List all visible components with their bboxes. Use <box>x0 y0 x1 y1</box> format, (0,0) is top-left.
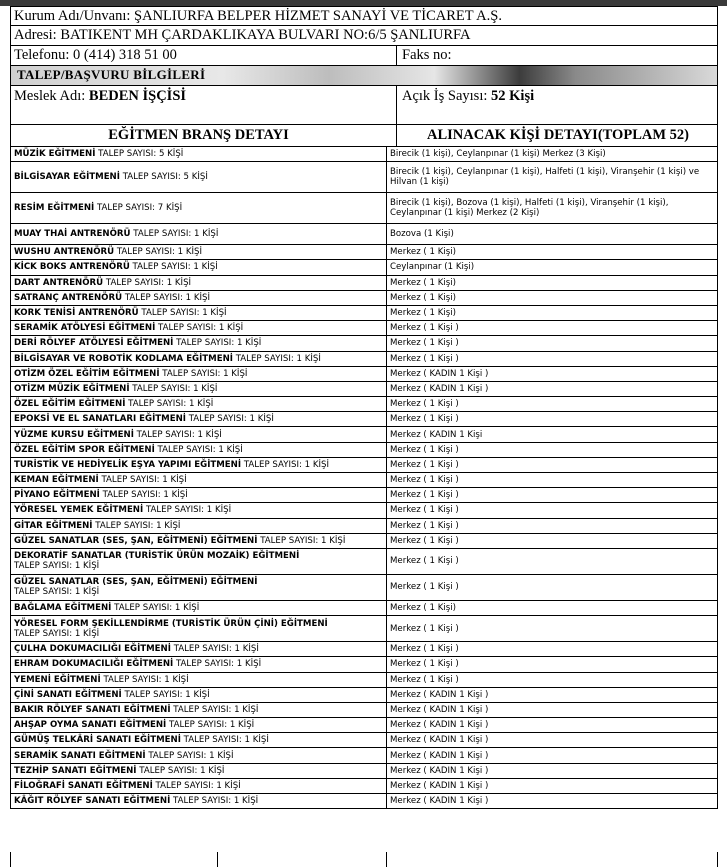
talep-count: TALEP SAYISI: 1 KİŞİ <box>176 338 262 349</box>
table-row <box>11 672 718 687</box>
telefon-label: Telefonu: <box>14 47 70 63</box>
talep-count: TALEP SAYISI: 1 KİŞİ <box>95 520 181 531</box>
talep-count: TALEP SAYISI: 1 KİŞİ <box>148 750 234 761</box>
branch-cell <box>11 305 387 320</box>
branch-cell <box>11 672 387 687</box>
table-row <box>11 518 718 533</box>
table-row <box>11 778 718 793</box>
branch-name: YÖRESEL YEMEK EĞİTMENİ <box>14 505 144 516</box>
detail-cell: Merkez ( 1 Kişi ) <box>387 548 718 574</box>
col-right-header: ALINACAK KİŞİ DETAYI(TOPLAM 52) <box>396 124 719 146</box>
branch-cell <box>11 518 387 533</box>
branch-cell <box>11 503 387 518</box>
meslek-row <box>10 85 718 125</box>
talep-count: TALEP SAYISI: 1 KİŞİ <box>114 603 200 614</box>
table-row <box>11 260 718 275</box>
branch-name: EPOKSİ VE EL SANATLARI EĞİTMENİ <box>14 414 186 425</box>
branch-cell <box>11 162 387 193</box>
talep-count: TALEP SAYISI: 5 KİŞİ <box>122 172 208 183</box>
branch-cell <box>11 245 387 260</box>
branch-name: EHRAM DOKUMACILIĞI EĞİTMENİ <box>14 659 174 670</box>
talep-count: TALEP SAYISI: 1 KİŞİ <box>14 587 100 598</box>
branch-name: RESİM EĞİTMENİ <box>14 203 95 214</box>
talep-count: TALEP SAYISI: 1 KİŞİ <box>14 628 100 639</box>
detail-cell: Merkez ( 1 Kişi ) <box>387 473 718 488</box>
table-row <box>11 366 718 381</box>
branch-name: ÖZEL EĞİTİM EĞİTMENİ <box>14 399 126 410</box>
branch-name: GÜMÜŞ TELKÂRİ SANATI EĞİTMENİ <box>14 735 181 746</box>
detail-cell: Ceylanpınar (1 Kişi) <box>387 260 718 275</box>
talep-count: TALEP SAYISI: 1 KİŞİ <box>14 561 100 572</box>
detail-cell: Birecik (1 kişi), Ceylanpınar (1 kişi), Halfeti (1 kişi), Viranşehir (1 kişi) ve Hilvan (1 kişi) <box>387 162 718 193</box>
branch-cell <box>11 473 387 488</box>
talep-count: TALEP SAYISI: 1 KİŞİ <box>124 292 211 303</box>
table-row <box>11 702 718 717</box>
branch-cell <box>11 193 387 224</box>
talep-count: TALEP SAYISI: 1 KİŞİ <box>139 765 225 776</box>
table-row <box>11 473 718 488</box>
branch-name: ÇİNİ SANATI EĞİTMENİ <box>14 689 122 700</box>
branch-cell <box>11 763 387 778</box>
branch-cell <box>11 687 387 702</box>
table-row <box>11 442 718 457</box>
branch-cell <box>11 657 387 672</box>
adres-row <box>10 26 718 46</box>
branch-name: TEZHİP SANATI EĞİTMENİ <box>14 765 137 776</box>
table-row <box>11 548 718 574</box>
talep-count: TALEP SAYISI: 1 KİŞİ <box>105 277 192 288</box>
branch-name: KEMAN EĞİTMENİ <box>14 475 99 486</box>
branch-name: YÜZME KURSU EĞİTMENİ <box>14 429 134 440</box>
meslek-cell <box>14 88 186 105</box>
talep-count: TALEP SAYISI: 1 KİŞİ <box>169 720 255 731</box>
detail-cell: Merkez ( 1 Kişi ) <box>387 321 718 336</box>
table-row <box>11 412 718 427</box>
table-row <box>11 687 718 702</box>
detail-cell: Merkez ( 1 Kişi ) <box>387 351 718 366</box>
talep-count: TALEP SAYISI: 1 KİŞİ <box>157 444 243 455</box>
acik-value: 52 Kişi <box>491 88 535 104</box>
branch-name: KORK TENİSİ ANTRENÖRÜ <box>14 308 139 319</box>
branch-cell <box>11 457 387 472</box>
table-row <box>11 763 718 778</box>
detail-cell: Birecik (1 kişi), Ceylanpınar (1 kişi) Merkez (3 Kişi) <box>387 147 718 162</box>
branch-name: GİTAR EĞİTMENİ <box>14 520 93 531</box>
branch-cell <box>11 733 387 748</box>
branch-cell <box>11 748 387 763</box>
detail-cell: Merkez ( 1 Kişi ) <box>387 442 718 457</box>
branch-cell <box>11 321 387 336</box>
talep-count: TALEP SAYISI: 1 KİŞİ <box>162 368 248 379</box>
detail-cell: Merkez ( 1 Kişi ) <box>387 533 718 548</box>
table-bottom-extension <box>10 852 718 867</box>
acik-label: Açık İş Sayısı: <box>402 88 488 104</box>
table-row <box>11 275 718 290</box>
branch-cell <box>11 616 387 642</box>
table-row <box>11 600 718 615</box>
talep-count: TALEP SAYISI: 1 KİŞİ <box>116 247 203 258</box>
table-row <box>11 488 718 503</box>
section-title: TALEP/BAŞVURU BİLGİLERİ <box>17 67 206 82</box>
table-row <box>11 245 718 260</box>
branch-name: BAĞLAMA EĞİTMENİ <box>14 603 112 614</box>
branch-name: OTİZM MÜZİK EĞİTMENİ <box>14 383 130 394</box>
branch-cell <box>11 336 387 351</box>
detail-cell: Merkez ( 1 Kişi ) <box>387 642 718 657</box>
branch-cell <box>11 427 387 442</box>
detail-cell: Birecik (1 kişi), Bozova (1 kişi), Halfeti (1 kişi), Viranşehir (1 kişi), Ceylanpınar (1 kişi) Merkez (2 Kişi) <box>387 193 718 224</box>
table-row <box>11 794 718 809</box>
branch-name: KÂĞIT RÖLYEF SANATI EĞİTMENİ <box>14 796 171 807</box>
detail-cell: Merkez ( KADIN 1 Kişi ) <box>387 778 718 793</box>
talep-count: TALEP SAYISI: 1 KİŞİ <box>173 796 259 807</box>
talep-count: TALEP SAYISI: 1 KİŞİ <box>141 308 227 319</box>
table-row <box>11 718 718 733</box>
talep-count: TALEP SAYISI: 1 KİŞİ <box>136 429 222 440</box>
branch-cell <box>11 381 387 396</box>
branch-name: BİLGİSAYAR EĞİTMENİ <box>14 172 120 183</box>
table-row <box>11 657 718 672</box>
talep-count: TALEP SAYISI: 1 KİŞİ <box>183 735 269 746</box>
talep-count: TALEP SAYISI: 1 KİŞİ <box>155 780 241 791</box>
talep-count: TALEP SAYISI: 1 KİŞİ <box>133 229 219 240</box>
branch-cell <box>11 600 387 615</box>
talep-count: TALEP SAYISI: 1 KİŞİ <box>124 689 210 700</box>
talep-count: TALEP SAYISI: 1 KİŞİ <box>175 659 262 670</box>
branch-cell <box>11 778 387 793</box>
detail-cell: Merkez ( 1 Kişi) <box>387 275 718 290</box>
table-row <box>11 642 718 657</box>
branch-cell <box>11 718 387 733</box>
table-row <box>11 381 718 396</box>
section-title-bar <box>10 66 718 86</box>
detail-cell: Merkez ( 1 Kişi ) <box>387 574 718 600</box>
branch-cell <box>11 442 387 457</box>
branch-name: DERİ RÖLYEF ATÖLYESİ EĞİTMENİ <box>14 338 174 349</box>
detail-cell: Merkez ( 1 Kişi ) <box>387 518 718 533</box>
table-row <box>11 574 718 600</box>
detail-cell: Merkez ( 1 Kişi ) <box>387 457 718 472</box>
branch-name: WUSHU ANTRENÖRÜ <box>14 247 115 258</box>
talep-count: TALEP SAYISI: 1 KİŞİ <box>128 399 214 410</box>
branch-name: BİLGİSAYAR VE ROBOTİK KODLAMA EĞİTMENİ <box>14 353 233 364</box>
branch-name: ÇULHA DOKUMACILIĞI EĞİTMENİ <box>14 644 171 655</box>
branch-cell <box>11 488 387 503</box>
table-row <box>11 503 718 518</box>
acik-cell <box>396 85 534 124</box>
table-row <box>11 162 718 193</box>
detail-cell: Merkez ( KADIN 1 Kişi ) <box>387 718 718 733</box>
detail-cell: Merkez ( 1 Kişi ) <box>387 336 718 351</box>
branch-cell <box>11 642 387 657</box>
branch-cell <box>11 147 387 162</box>
branch-cell <box>11 397 387 412</box>
talep-count: TALEP SAYISI: 1 KİŞİ <box>132 262 218 273</box>
faks-label: Faks no: <box>396 46 452 65</box>
talep-count: TALEP SAYISI: 1 KİŞİ <box>103 674 189 685</box>
branch-name: TURİSTİK VE HEDİYELİK EŞYA YAPIMI EĞİTMENİ <box>14 459 242 470</box>
column-headers <box>10 124 718 146</box>
col-left-header: EĞİTMEN BRANŞ DETAYI <box>108 127 289 143</box>
branch-cell <box>11 794 387 809</box>
branch-cell <box>11 366 387 381</box>
detail-cell: Merkez ( 1 Kişi ) <box>387 412 718 427</box>
table-row <box>11 733 718 748</box>
talep-count: TALEP SAYISI: 1 KİŞİ <box>235 353 321 364</box>
talep-count: TALEP SAYISI: 1 KİŞİ <box>145 505 232 516</box>
branch-name: GÜZEL SANATLAR (SES, ŞAN, EĞİTMENİ) EĞİTMENİ <box>14 535 258 546</box>
detail-cell: Merkez ( 1 Kişi) <box>387 290 718 305</box>
meslek-value: BEDEN İŞÇİSİ <box>88 88 187 104</box>
branch-name: YEMENİ EĞİTMENİ <box>14 674 101 685</box>
detail-cell: Bozova (1 Kişi) <box>387 224 718 245</box>
table-row <box>11 457 718 472</box>
branch-name: SATRANÇ ANTRENÖRÜ <box>14 292 123 303</box>
detail-cell: Merkez ( KADIN 1 Kişi ) <box>387 763 718 778</box>
branch-cell <box>11 412 387 427</box>
detail-cell: Merkez ( 1 Kişi) <box>387 305 718 320</box>
talep-count: TALEP SAYISI: 7 KİŞİ <box>96 203 183 214</box>
detail-cell: Merkez ( 1 Kişi ) <box>387 657 718 672</box>
table-row <box>11 224 718 245</box>
talep-count: TALEP SAYISI: 5 KİŞİ <box>98 149 184 160</box>
detail-cell: Merkez ( KADIN 1 Kişi ) <box>387 381 718 396</box>
detail-cell: Merkez ( KADIN 1 Kişi <box>387 427 718 442</box>
detail-cell: Merkez ( 1 Kişi ) <box>387 672 718 687</box>
detail-cell: Merkez ( 1 Kişi ) <box>387 488 718 503</box>
table-row <box>11 748 718 763</box>
branch-name: AHŞAP OYMA SANATI EĞİTMENİ <box>14 720 167 731</box>
detail-cell: Merkez ( KADIN 1 Kişi ) <box>387 687 718 702</box>
detail-cell: Merkez ( 1 Kişi) <box>387 600 718 615</box>
branch-table <box>10 146 718 809</box>
table-row <box>11 616 718 642</box>
kurum-row <box>10 6 718 26</box>
detail-cell: Merkez ( 1 Kişi ) <box>387 503 718 518</box>
branch-name: YÖRESEL FORM ŞEKİLLENDİRME (TURİSTİK ÜRÜN ÇİNİ) EĞİTMENİ <box>14 618 328 629</box>
talep-count: TALEP SAYISI: 1 KİŞİ <box>173 704 259 715</box>
adres-label: Adresi: <box>14 27 57 43</box>
branch-name: OTİZM ÖZEL EĞİTİM EĞİTMENİ <box>14 368 160 379</box>
detail-cell: Merkez ( KADIN 1 Kişi ) <box>387 733 718 748</box>
talep-count: TALEP SAYISI: 1 KİŞİ <box>188 414 274 425</box>
detail-cell: Merkez ( 1 Kişi ) <box>387 397 718 412</box>
branch-name: KİCK BOKS ANTRENÖRÜ <box>14 262 130 273</box>
branch-name: SERAMİK SANATI EĞİTMENİ <box>14 750 146 761</box>
branch-cell <box>11 533 387 548</box>
detail-cell: Merkez ( KADIN 1 Kişi ) <box>387 748 718 763</box>
table-row <box>11 351 718 366</box>
table-row <box>11 305 718 320</box>
table-row <box>11 290 718 305</box>
branch-name: DEKORATİF SANATLAR (TURİSTİK ÜRÜN MOZAİK) EĞİTMENİ <box>14 551 300 562</box>
telefon-value: 0 (414) 318 51 00 <box>72 47 177 63</box>
talep-count: TALEP SAYISI: 1 KİŞİ <box>173 644 259 655</box>
branch-cell <box>11 260 387 275</box>
adres-value: BATIKENT MH ÇARDAKLIKAYA BULVARI NO:6/5 ŞANLIURFA <box>60 27 471 43</box>
branch-name: ÖZEL EĞİTİM SPOR EĞİTMENİ <box>14 444 155 455</box>
branch-name: MÜZİK EĞİTMENİ <box>14 149 96 160</box>
table-row <box>11 336 718 351</box>
table-row <box>11 533 718 548</box>
kurum-label: Kurum Adı/Unvanı: <box>14 8 131 24</box>
detail-cell: Merkez ( 1 Kişi) <box>387 245 718 260</box>
branch-cell <box>11 351 387 366</box>
branch-cell <box>11 548 387 574</box>
branch-name: FİLOĞRAFİ SANATI EĞİTMENİ <box>14 780 153 791</box>
branch-cell <box>11 275 387 290</box>
branch-cell <box>11 290 387 305</box>
branch-name: MUAY THAİ ANTRENÖRÜ <box>14 229 131 240</box>
detail-cell: Merkez ( KADIN 1 Kişi ) <box>387 794 718 809</box>
branch-name: BAKIR RÖLYEF SANATI EĞİTMENİ <box>14 704 171 715</box>
table-row <box>11 427 718 442</box>
branch-cell <box>11 224 387 245</box>
branch-name: SERAMİK ATÖLYESİ EĞİTMENİ <box>14 323 156 334</box>
table-row <box>11 321 718 336</box>
talep-count: TALEP SAYISI: 1 KİŞİ <box>132 383 218 394</box>
detail-cell: Merkez ( 1 Kişi ) <box>387 616 718 642</box>
meslek-label: Meslek Adı: <box>14 88 86 104</box>
branch-name: PİYANO EĞİTMENİ <box>14 490 100 501</box>
branch-cell <box>11 574 387 600</box>
kurum-value: ŞANLIURFA BELPER HİZMET SANAYİ VE TİCARET A.Ş. <box>134 8 502 24</box>
table-row <box>11 193 718 224</box>
talep-count: TALEP SAYISI: 1 KİŞİ <box>158 323 244 334</box>
branch-name: DART ANTRENÖRÜ <box>14 277 104 288</box>
telefon-row <box>10 46 718 66</box>
talep-count: TALEP SAYISI: 1 KİŞİ <box>102 490 188 501</box>
talep-count: TALEP SAYISI: 1 KİŞİ <box>243 459 329 470</box>
branch-name: GÜZEL SANATLAR (SES, ŞAN, EĞİTMENİ) EĞİTMENİ <box>14 577 258 588</box>
detail-cell: Merkez ( KADIN 1 Kişi ) <box>387 366 718 381</box>
table-row <box>11 397 718 412</box>
talep-count: TALEP SAYISI: 1 KİŞİ <box>101 475 187 486</box>
branch-cell <box>11 702 387 717</box>
detail-cell: Merkez ( KADIN 1 Kişi ) <box>387 702 718 717</box>
table-row <box>11 147 718 162</box>
talep-count: TALEP SAYISI: 1 KİŞİ <box>260 535 346 546</box>
